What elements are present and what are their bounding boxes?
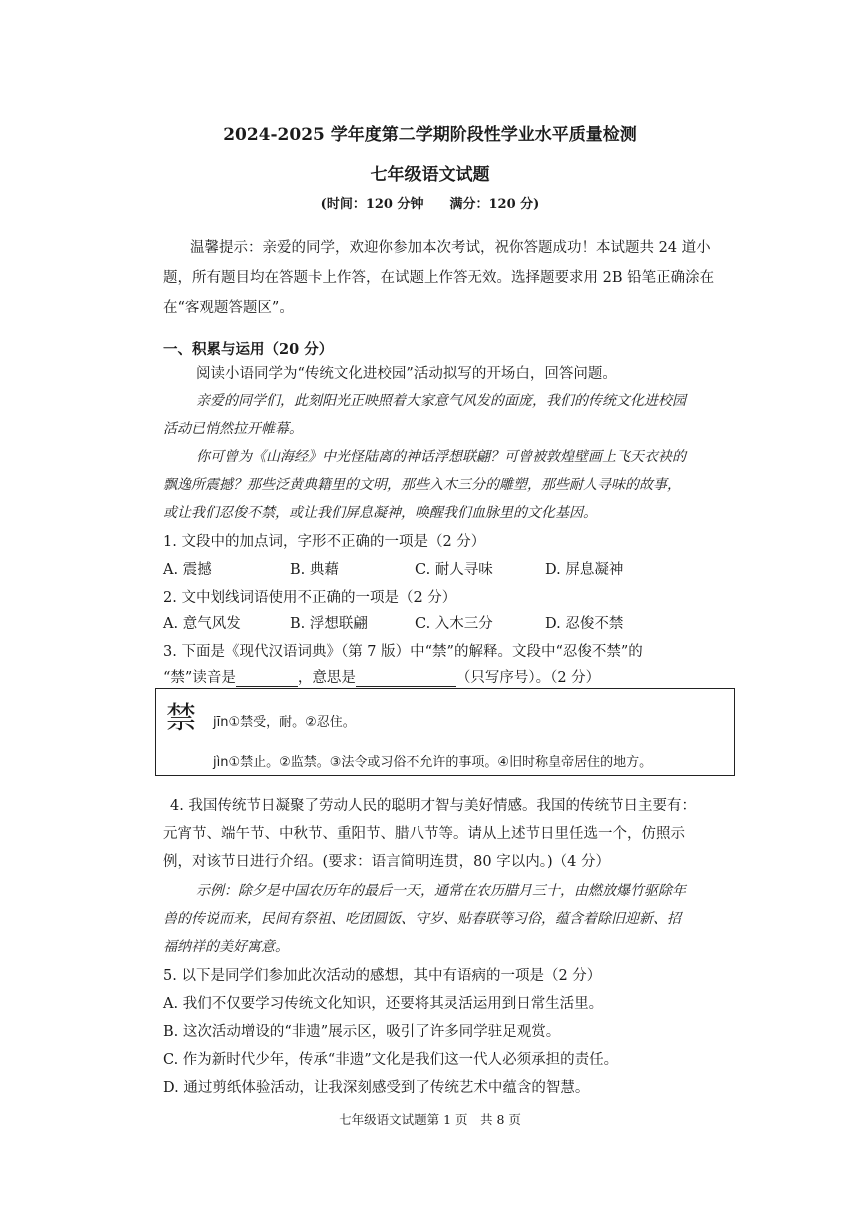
q4-line-2: 元宵节、端午节、中秋节、重阳节、腊八节等。请从上述节日里任选一个，仿照示: [163, 826, 685, 842]
q5-option-c: C. 作为新时代少年，传承“非遗”文化是我们这一代人必须承担的责任。: [163, 1052, 619, 1068]
q4-example-line-3: 福纳祥的美好寓意。: [163, 939, 289, 955]
passage-p2-line-3: 或让我们忍俊不禁，或让我们屏息凝神，唤醒我们血脉里的文化基因。: [163, 505, 597, 521]
q4-line-3: 例，对该节日进行介绍。(要求：语言简明连贯，80 字以内。)（4 分）: [163, 854, 610, 870]
exam-info: (时间：120 分钟 满分：120 分): [320, 197, 540, 212]
q2-option-b: B. 浮想联翩: [290, 616, 368, 632]
passage-p2-line-2: 飘逸所震撼？那些泛黄典籍里的文明，那些入木三分的雕塑，那些耐人寻味的故事，: [163, 477, 681, 493]
q4-example-line-1: 示例：除夕是中国农历年的最后一天，通常在农历腊月三十，由燃放爆竹驱除年: [196, 883, 686, 899]
section-1-intro: 阅读小语同学为“传统文化进校园”活动拟写的开场白，回答问题。: [196, 366, 617, 382]
exam-title: 2024-2025 学年度第二学期阶段性学业水平质量检测: [223, 125, 637, 145]
q3-line-2: [163, 666, 600, 687]
q2-option-a: A. 意气风发: [163, 616, 241, 632]
dictionary-box: [155, 688, 735, 776]
q5-option-a: A. 我们不仅要学习传统文化知识，还要将其灵活运用到日常生活里。: [163, 996, 604, 1012]
q3-line-2-c: （只写序号）。（2 分）: [455, 670, 601, 686]
q1-option-d: D. 屏息凝神: [545, 562, 624, 578]
dictionary-character: 禁: [166, 701, 196, 736]
q3-line-1: 3. 下面是《现代汉语词典》（第 7 版）中“禁”的解释。文段中“忍俊不禁”的: [163, 644, 643, 660]
exam-subtitle: 七年级语文试题: [370, 165, 490, 185]
q4-example-line-2: 兽的传说而来，民间有祭祖、吃团圆饭、守岁、贴春联等习俗，蕴含着除旧迎新、招: [163, 911, 681, 927]
q3-meaning-blank: [356, 670, 456, 687]
passage-p1-line-2: 活动已悄然拉开帷幕。: [163, 421, 303, 437]
q3-pronunciation-blank: [236, 670, 298, 687]
q5-option-d: D. 通过剪纸体验活动，让我深刻感受到了传统艺术中蕴含的智慧。: [163, 1080, 590, 1096]
tips-line-2: 题，所有题目均在答题卡上作答，在试题上作答无效。选择题要求用 2B 铅笔正确涂在: [163, 270, 715, 286]
q2-option-d: D. 忍俊不禁: [545, 616, 624, 632]
q5-option-b: B. 这次活动增设的“非遗”展示区，吸引了许多同学驻足观赏。: [163, 1024, 561, 1040]
tips-line-1: 温馨提示：亲爱的同学，欢迎你参加本次考试，祝你答题成功！本试题共 24 道小: [190, 240, 711, 256]
q5-stem: 5. 以下是同学们参加此次活动的感想，其中有语病的一项是（2 分）: [163, 968, 602, 984]
section-1-heading: 一、积累与运用（20 分）: [163, 341, 334, 358]
q2-option-c: C. 入木三分: [415, 616, 493, 632]
page-footer: 七年级语文试题第 1 页 共 8 页: [339, 1112, 521, 1127]
q3-line-2-b: ，意思是: [297, 670, 356, 686]
q4-line-1: 4. 我国传统节日凝聚了劳动人民的聪明才智与美好情感。我国的传统节日主要有：: [170, 798, 696, 814]
dictionary-entry-2: jìn①禁止。②监禁。③法令或习俗不允许的事项。④旧时称皇帝居住的地方。: [213, 755, 653, 770]
q1-option-c: C. 耐人寻味: [415, 562, 493, 578]
tips-line-3: 在“客观题答题区”。: [163, 300, 294, 316]
q1-option-a: A. 震撼: [163, 562, 212, 578]
dictionary-entry-1: jīn①禁受，耐。②忍住。: [213, 715, 356, 730]
q1-option-b: B. 典藉: [290, 562, 339, 578]
q1-stem: 1. 文段中的加点词，字形不正确的一项是（2 分）: [163, 534, 486, 550]
passage-p1-line-1: 亲爱的同学们，此刻阳光正映照着大家意气风发的面庞，我们的传统文化进校园: [196, 393, 686, 409]
q2-stem: 2. 文中划线词语使用不正确的一项是（2 分）: [163, 590, 457, 606]
passage-p2-line-1: 你可曾为《山海经》中光怪陆离的神话浮想联翩？可曾被敦煌壁画上飞天衣袂的: [196, 449, 686, 465]
q3-line-2-a: “禁”读音是: [163, 670, 236, 686]
